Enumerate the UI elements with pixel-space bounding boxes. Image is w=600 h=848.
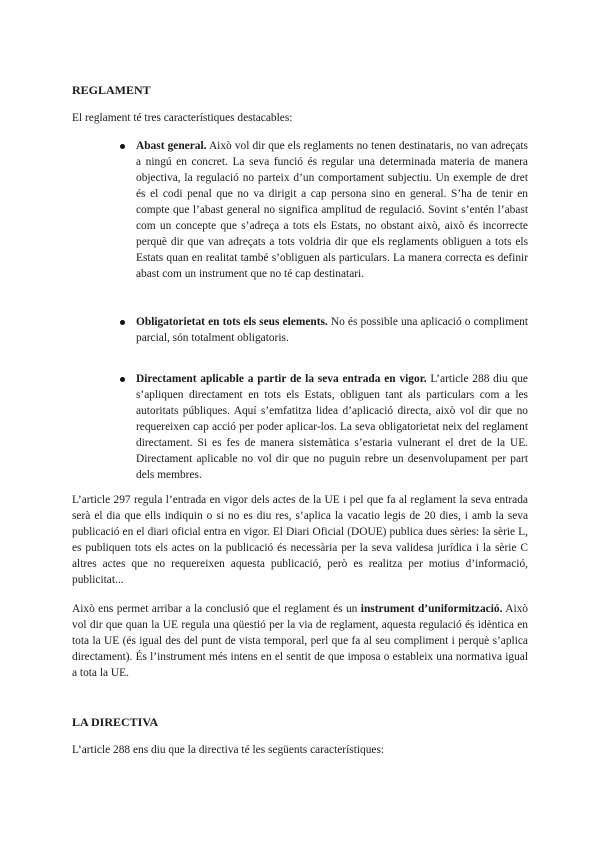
section-heading-reglament: REGLAMENT xyxy=(72,83,151,97)
bullet-abast-general xyxy=(136,138,528,282)
bullet-text: L’article 288 diu que s’apliquen directament en tots els Estats, obliguen tant als particulars com a les autoritats públiques. Aquí s’emfatitza lidea d’aplicació directa, això vol dir que no requereixen cap acció per poder aplicar-los. La seva obligatorietat neix del reglament directament. Si es fes de manera sistemàtica s’estaria vulnerant el dret de la UE. Directament aplicable no vol dir que no puguin rebre un desenvolupament per part dels membres. xyxy=(136,373,528,481)
conclusion-emphasis: instrument d’uniformització. xyxy=(360,603,503,615)
bullet-icon xyxy=(120,144,125,149)
bullet-directament-aplicable xyxy=(136,371,528,483)
paragraph-article-297: L’article 297 regula l’entrada en vigor dels actes de la UE i pel que fa al reglament la seva entrada serà el dia que ells indiquin o si no es diu res, s’aplica la vacatio legis de 20 dies, i amb la seva publicació en el diari oficial entra en vigor. El Diari Oficial (DOUE) publica dues sèries: la sèrie L, es publiquen tots els actes on la publicació és necessària per la seva validesa jurídica i la sèrie C altres actes que no requereixen aquesta publicació, però es realitza per motius d’informació, publicitat... xyxy=(72,494,528,586)
bullet-text: No és possible una aplicació o compliment parcial, són totalment obligatoris. xyxy=(136,316,528,344)
conclusion-text-start: Això ens permet arribar a la conclusió que el reglament és un xyxy=(72,603,361,615)
bullet-icon xyxy=(120,377,125,382)
bullet-title: Directament aplicable a partir de la seva entrada en vigor. xyxy=(136,373,427,385)
directiva-intro-paragraph: L’article 288 ens diu que la directiva té les següents característiques: xyxy=(72,744,385,756)
conclusion-text-end: Això vol dir que quan la UE regula una qüestió per la via de reglament, aquesta regulació és idèntica en tota la UE (és igual des del punt de vista temporal, perl que fa al seu compliment i perquè s’aplica directament). És l’instrument més intens en el sentit de que imposa o estableix una normativa igual a tota la UE. xyxy=(72,603,529,679)
bullet-obligatorietat xyxy=(136,314,528,346)
section-heading-directiva: LA DIRECTIVA xyxy=(72,715,159,729)
bullet-title: Obligatorietat en tots els seus elements. xyxy=(136,316,328,328)
intro-paragraph: El reglament té tres característiques destacables: xyxy=(72,112,293,124)
paragraph-conclusion xyxy=(72,601,528,681)
bullet-title: Abast general. xyxy=(136,140,207,152)
bullet-text: Això vol dir que els reglaments no tenen destinataris, no van adreçats a ningú en concret. La seva funció és regular una determinada materia de manera objectiva, la regulació no parteix d’un comportament subjectiu. Un exemple de dret és el codi penal que no va dirigit a cap persona sino en general. S’ha de tenir en compte que l’abast general no significa amplitud de regulació. Sovint s’entén l’abast com un concepte que s’adreça a tots els Estats, no obstant això, això és incorrecte perquè dir que van adreçats a tots voldria dir que els reglaments obliguen a tots els Estats quan en realitat també s’obliguen als particulars. La manera correcta es definir abast com un instrument que no té cap destinatari. xyxy=(136,140,528,280)
bullet-icon xyxy=(120,320,125,325)
